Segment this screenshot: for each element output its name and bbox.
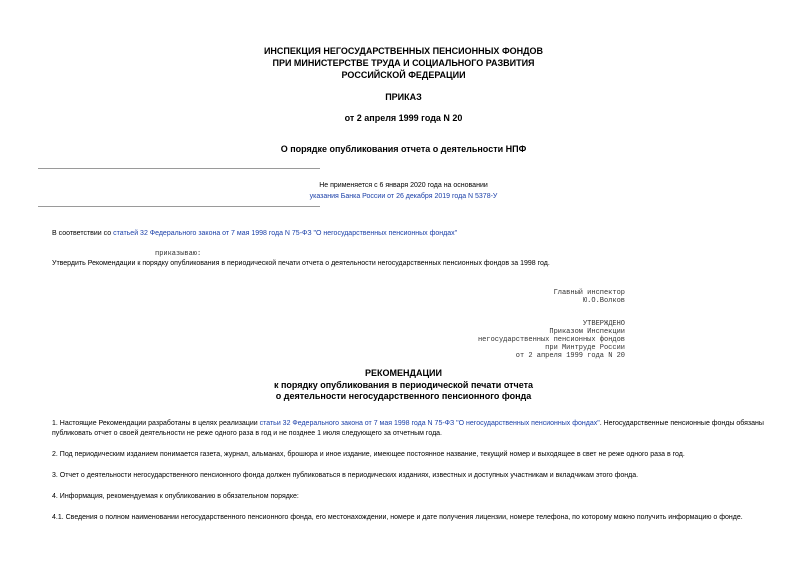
divider-top (38, 168, 320, 169)
paragraph-2: 2. Под периодическим изданием понимается газета, журнал, альманах, брошюра и иное издание, имеющее постоянное название, текущий номер и выходящее в свет не реже одного раза в год. (52, 451, 685, 458)
law-article-link[interactable]: статьей 32 Федерального закона от 7 мая 1998 года N 75-ФЗ "О негосударственных пенсионных фондах" (113, 230, 458, 237)
org-name-line-3: РОССИЙСКОЙ ФЕДЕРАЦИИ (341, 70, 466, 80)
approved-label: УТВЕРЖДЕНО (582, 320, 625, 328)
preamble (52, 229, 772, 239)
recommendations-subtitle-1: к порядку опубликования в периодической печати отчета (273, 380, 534, 390)
preamble-prefix: В соответствии со (52, 230, 114, 237)
status-text: Не применяется с 6 января 2020 года на основании (319, 182, 488, 189)
signature-position: Главный инспектор (553, 289, 625, 297)
doc-date: от 2 апреля 1999 года N 20 (344, 113, 463, 123)
paragraph-1-suffix: . Негосударственные пенсионные фонды обязаны публиковать отчет о своей деятельности не реже одного раза в год и не позднее 1 июля следующего за отчетным года. (52, 420, 764, 437)
paragraph-1-law-link[interactable]: статьи 32 Федерального закона от 7 мая 1998 года N 75-ФЗ "О негосударственных пенсионных фондах" (259, 420, 600, 427)
approved-line-3: негосударственных пенсионных фондов (477, 336, 625, 344)
order-word: приказываю: (155, 250, 202, 258)
paragraph-3: 3. Отчет о деятельности негосударственного пенсионного фонда должен публиковаться в периодических изданиях, известных и доступных участникам и вкладчикам этого фонда. (52, 472, 639, 479)
paragraph-1-prefix: 1. Настоящие Рекомендации разработаны в целях реализации (52, 420, 260, 427)
recommendations-subtitle-2: о деятельности негосударственного пенсионного фонда (275, 391, 532, 401)
doc-title: О порядке опубликования отчета о деятельности НПФ (280, 144, 527, 154)
approved-line-4: при Минтруде России (545, 344, 625, 352)
approved-line-5: от 2 апреля 1999 года N 20 (515, 352, 625, 360)
recommendations-title: РЕКОМЕНДАЦИИ (365, 368, 442, 378)
doc-type: ПРИКАЗ (385, 92, 422, 102)
paragraph-1 (52, 419, 772, 439)
divider-bottom (38, 206, 320, 207)
approve-text: Утвердить Рекомендации к порядку опубликования в периодической печати отчета о деятельности негосударственных пенсионных фондов за 1998 год. (52, 260, 550, 267)
paragraph-4-1: 4.1. Сведения о полном наименовании негосударственного пенсионного фонда, его местонахождении, номере и дате получения лицензии, номере телефона, по которому можно получить информацию о фонде. (52, 514, 743, 521)
signature-name: Ю.О.Волков (582, 297, 625, 305)
paragraph-4: 4. Информация, рекомендуемая к опубликованию в обязательном порядке: (52, 493, 299, 500)
approved-line-2: Приказом Инспекции (549, 328, 625, 336)
status-link[interactable]: указания Банка России от 26 декабря 2019 года N 5378-У (309, 193, 498, 200)
org-name-line-2: ПРИ МИНИСТЕРСТВЕ ТРУДА И СОЦИАЛЬНОГО РАЗВИТИЯ (272, 58, 535, 68)
org-name-line-1: ИНСПЕКЦИЯ НЕГОСУДАРСТВЕННЫХ ПЕНСИОННЫХ ФОНДОВ (263, 46, 544, 56)
